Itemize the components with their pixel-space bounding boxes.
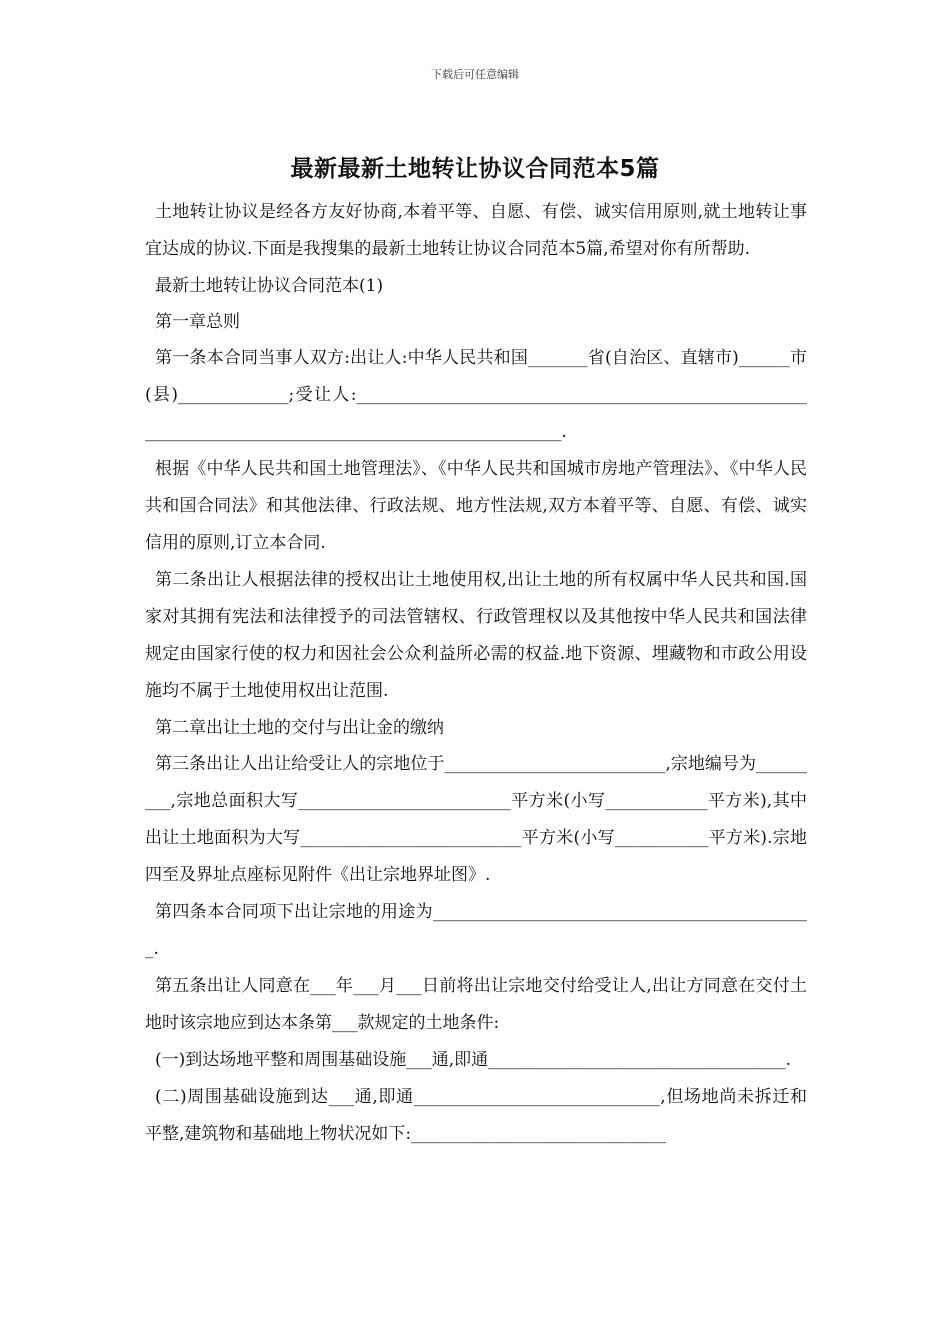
article-paragraph: 第三条出让人出让给受让人的宗地位于__________________________,宗地编号为_________,宗地总面积大写_________________________平方米(小写____________平方米),其中出让土地面积为大写__________________________平方米(小写___________平方米).宗地四至及界址点座标见附件《出让宗地界址图》. xyxy=(145,754,807,885)
article-paragraph: 第一条本合同当事人双方:出让人:中华人民共和国_______省(自治区、直辖市)______市(县)_____________;受让人:______________________________________________________________________________________________________. xyxy=(145,348,807,442)
document-title: 最新最新土地转让协议合同范本5篇 xyxy=(290,156,660,182)
intro-paragraph: 土地转让协议是经各方友好协商,本着平等、自愿、有偿、诚实信用原则,就土地转让事宜达成的协议.下面是我搜集的最新土地转让协议合同范本5篇,希望对你有所帮助. xyxy=(145,202,807,259)
chapter-heading: 第二章出让土地的交付与出让金的缴纳 xyxy=(155,718,444,738)
document-body xyxy=(145,194,807,1153)
page-header-note: 下载后可任意编辑 xyxy=(431,68,519,81)
article-paragraph: 第四条本合同项下出让宗地的用途为_____________________________________________. xyxy=(145,902,807,959)
chapter-heading: 第一章总则 xyxy=(155,312,240,332)
article-paragraph: 根据《中华人民共和国土地管理法》、《中华人民共和国城市房地产管理法》、《中华人民共和国合同法》和其他法律、行政法规、地方性法规,双方本着平等、自愿、有偿、诚实信用的原则,订立本合同. xyxy=(145,459,807,553)
clause-paragraph: (二)周围基础设施到达___通,即通_____________________________,但场地尚未拆迁和平整,建筑物和基础地上物状况如下:______________________________ xyxy=(145,1087,807,1144)
clause-paragraph: (一)到达场地平整和周围基础设施___通,即通___________________________________. xyxy=(155,1050,792,1070)
contract-heading: 最新土地转让协议合同范本(1) xyxy=(155,276,384,296)
article-paragraph: 第二条出让人根据法律的授权出让土地使用权,出让土地的所有权属中华人民共和国.国家对其拥有宪法和法律授予的司法管辖权、行政管理权以及其他按中华人民共和国法律规定由国家行使的权力和因社会公众利益所必需的权益.地下资源、埋藏物和市政公用设施均不属于土地使用权出让范围. xyxy=(145,570,807,701)
article-paragraph: 第五条出让人同意在___年___月___日前将出让宗地交付给受让人,出让方同意在交付土地时该宗地应到达本条第___款规定的土地条件: xyxy=(145,976,807,1033)
